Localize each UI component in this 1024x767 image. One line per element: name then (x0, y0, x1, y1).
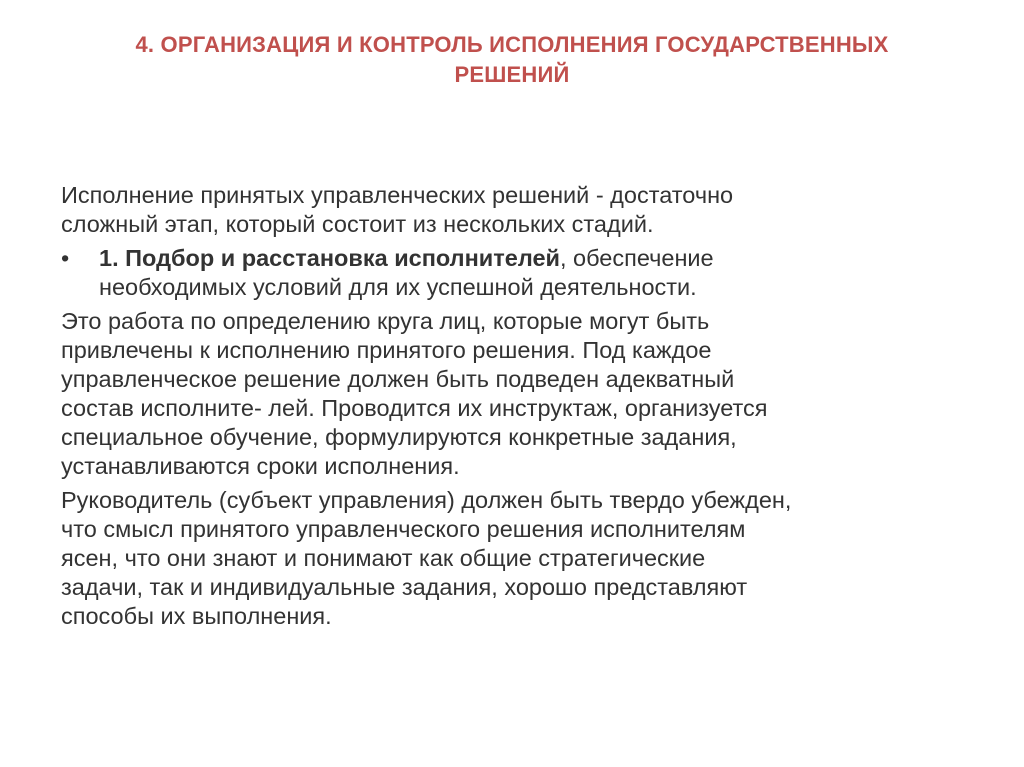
bullet-bold-text: 1. Подбор и расстановка исполнителей (99, 245, 560, 271)
bullet-line: необходимых условий для их успешной деятельности. (99, 274, 697, 300)
paragraph-line: ясен, что они знают и понимают как общие стратегические (61, 545, 706, 571)
paragraph-line: сложный этап, который состоит из нескольких стадий. (61, 211, 654, 237)
paragraph-line: устанавливаются сроки исполнения. (61, 453, 460, 479)
paragraph-line: задачи, так и индивидуальные задания, хорошо представляют (61, 574, 748, 600)
bullet-rest-text: , обеспечение (559, 245, 714, 271)
paragraph-line: специальное обучение, формулируются конкретные задания, (61, 424, 737, 450)
paragraph-line: управленческое решение должен быть подведен адекватный (61, 366, 735, 392)
paragraph-line: привлечены к исполнению принятого решения. Под каждое (61, 337, 712, 363)
bullet-icon: • (61, 245, 70, 271)
paragraph-manager (61, 486, 971, 631)
bullet-line (99, 244, 971, 273)
slide-body (61, 181, 971, 636)
paragraph-line: состав исполните- лей. Проводится их инструктаж, организуется (61, 395, 768, 421)
paragraph-line: что смысл принятого управленческого решения исполнителям (61, 516, 746, 542)
title-line-1: 4. ОРГАНИЗАЦИЯ И КОНТРОЛЬ ИСПОЛНЕНИЯ ГОСУДАРСТВЕННЫХ (135, 32, 889, 57)
paragraph-line: Исполнение принятых управленческих решений - достаточно (61, 182, 734, 208)
paragraph-line: способы их выполнения. (61, 603, 332, 629)
paragraph-intro (61, 181, 971, 239)
paragraph-work (61, 307, 971, 481)
title-line-2: РЕШЕНИЙ (454, 62, 570, 87)
bullet-item-selection (61, 244, 971, 302)
paragraph-line: Руководитель (субъект управления) должен быть твердо убежден, (61, 487, 792, 513)
paragraph-line: Это работа по определению круга лиц, которые могут быть (61, 308, 710, 334)
slide-title (60, 30, 964, 90)
